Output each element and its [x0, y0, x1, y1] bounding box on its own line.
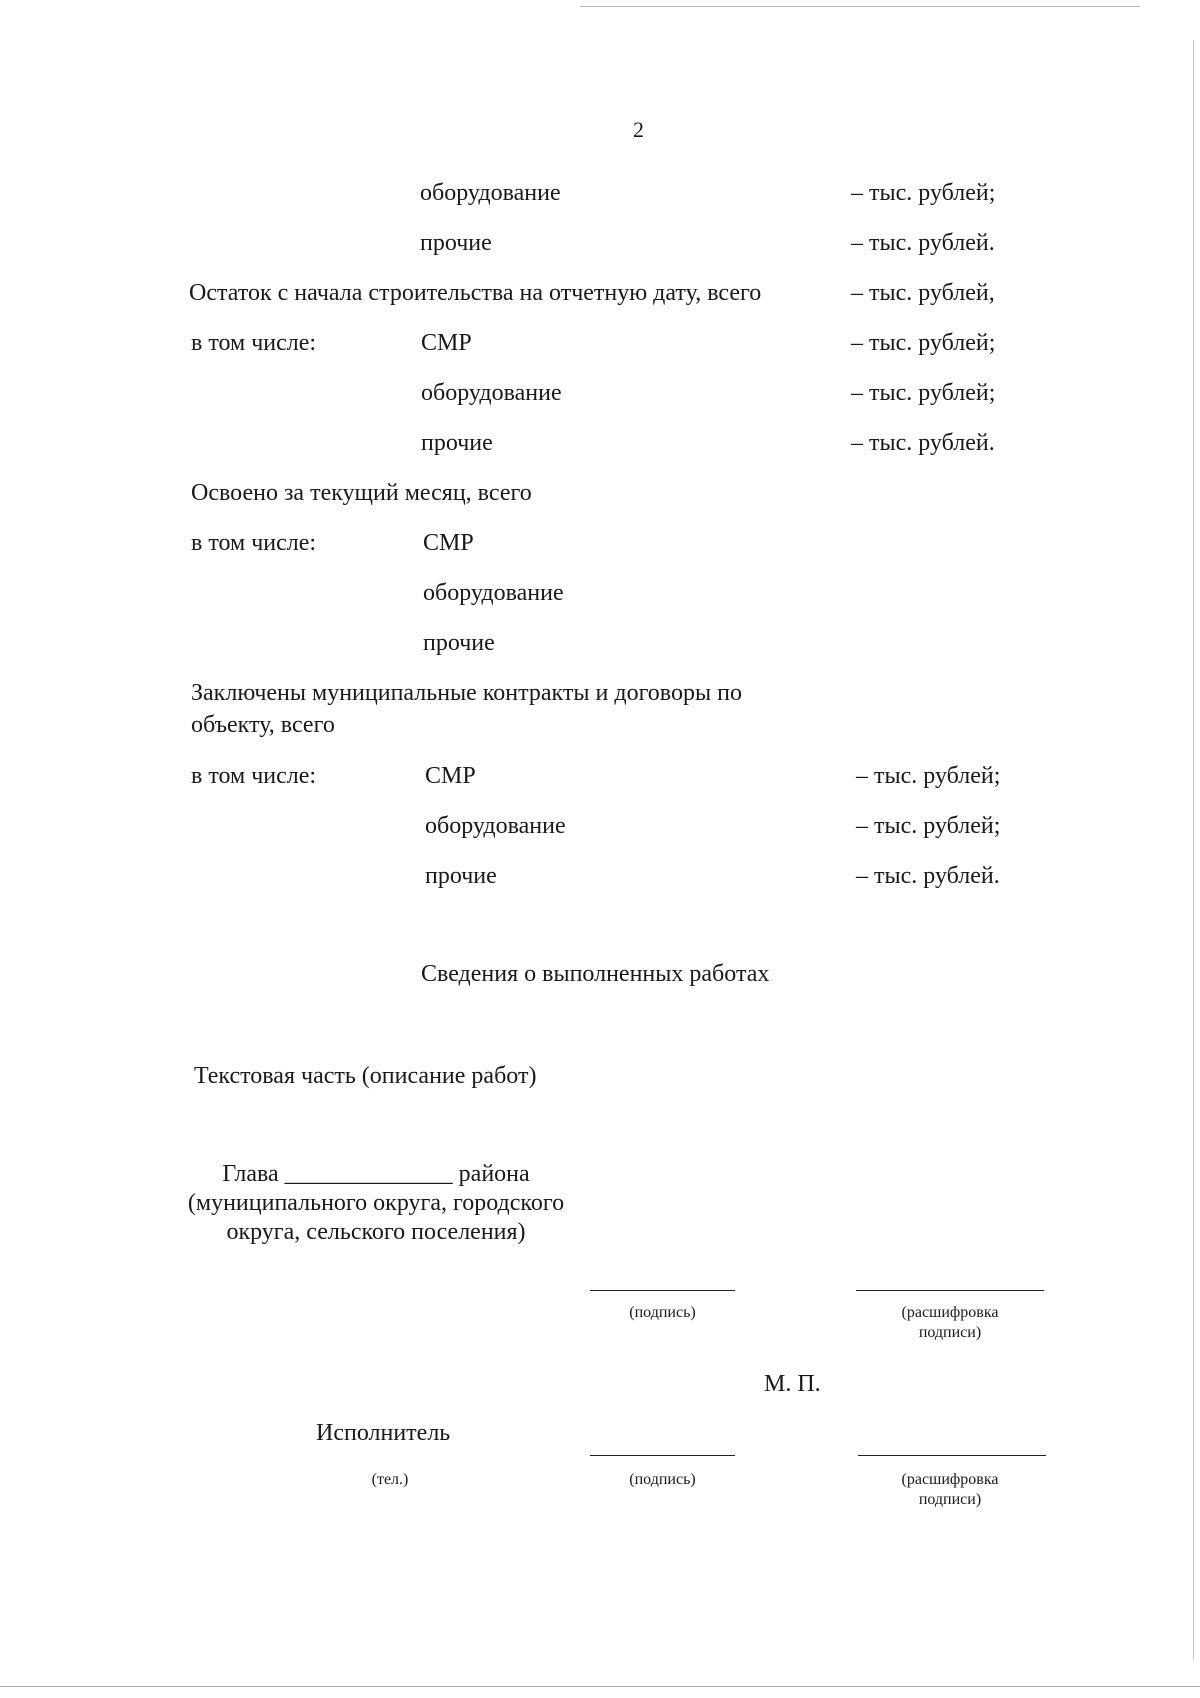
row-equipment-value: – тыс. рублей;: [851, 180, 996, 206]
spent-title: Освоено за текущий месяц, всего: [191, 480, 532, 506]
head-decoding-line: [856, 1290, 1044, 1291]
scan-edge-bottom: [0, 1686, 1200, 1687]
executor-signature-line: [590, 1455, 735, 1456]
spent-other-label: прочие: [423, 630, 495, 656]
balance-title-value: – тыс. рублей,: [851, 280, 995, 306]
balance-smr-value: – тыс. рублей;: [851, 330, 996, 356]
contracts-title: Заключены муниципальные контракты и договоры по объекту, всего: [191, 680, 742, 738]
head-signature-caption: (подпись): [629, 1304, 696, 1321]
head-title: Глава ______________ района (муниципального округа, городского округа, сельского поселения): [187, 1161, 565, 1245]
page-number: 2: [633, 117, 644, 142]
head-decoding-caption: (расшифровка подписи): [901, 1304, 999, 1341]
balance-in-number: в том числе:: [191, 330, 317, 356]
row-equipment-label: оборудование: [420, 180, 561, 206]
spent-smr-label: СМР: [423, 530, 474, 556]
contracts-in-number: в том числе:: [191, 763, 317, 789]
contracts-other-label: прочие: [425, 863, 497, 889]
contracts-equipment-label: оборудование: [425, 813, 566, 839]
scan-edge-top: [580, 6, 1140, 7]
balance-other-value: – тыс. рублей.: [851, 430, 995, 456]
head-signature-line: [590, 1290, 735, 1291]
contracts-equipment-value: – тыс. рублей;: [856, 813, 1001, 839]
text-part-label: Текстовая часть (описание работ): [194, 1063, 537, 1089]
executor-label: Исполнитель: [316, 1420, 451, 1446]
row-other-value: – тыс. рублей.: [851, 230, 995, 256]
stamp-label: М. П.: [764, 1371, 821, 1397]
balance-smr-label: СМР: [421, 330, 472, 356]
row-other-label: прочие: [420, 230, 492, 256]
balance-equipment-label: оборудование: [421, 380, 562, 406]
balance-other-label: прочие: [421, 430, 493, 456]
executor-decoding-line: [858, 1455, 1046, 1456]
spent-in-number: в том числе:: [191, 530, 317, 556]
balance-title: Остаток с начала строительства на отчетную дату, всего: [189, 280, 762, 306]
contracts-smr-value: – тыс. рублей;: [856, 763, 1001, 789]
balance-equipment-value: – тыс. рублей;: [851, 380, 996, 406]
works-heading: Сведения о выполненных работах: [421, 961, 770, 987]
executor-phone-caption: (тел.): [371, 1471, 409, 1488]
contracts-other-value: – тыс. рублей.: [856, 863, 1000, 889]
scan-edge-right: [1193, 40, 1194, 1660]
spent-equipment-label: оборудование: [423, 580, 564, 606]
contracts-smr-label: СМР: [425, 763, 476, 789]
executor-decoding-caption: (расшифровка подписи): [901, 1471, 999, 1508]
executor-signature-caption: (подпись): [629, 1471, 696, 1488]
